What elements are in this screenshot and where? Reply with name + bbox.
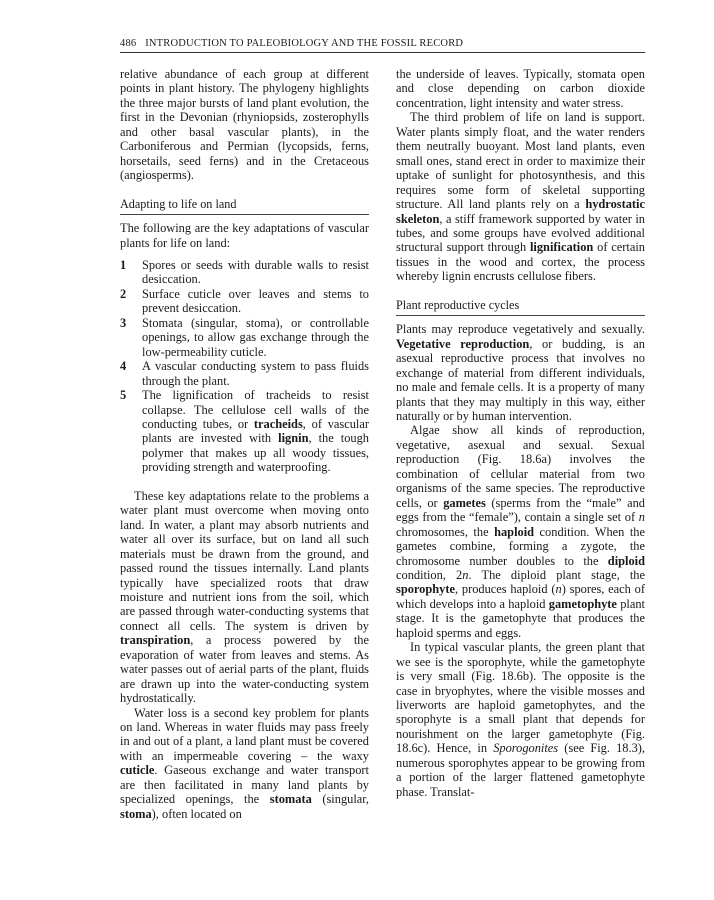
term-tracheids: tracheids xyxy=(253,416,303,431)
text-run: (sperms from the “male” and eggs from the “female”), contain a single set of xyxy=(396,495,645,525)
paragraph-vascular-plants xyxy=(396,640,645,799)
list-text: Stomata (singular, stoma), or controllable openings, to allow gas exchange through the low-permeability cuticle. xyxy=(142,315,369,359)
term-transpiration: transpiration xyxy=(120,633,191,648)
section-heading-adapting: Adapting to life on land xyxy=(120,197,369,215)
paragraph-water-loss xyxy=(120,706,369,822)
text-run: , or budding, is an asexual reproductive process that involves no exchange of material from different individuals, no male and female cells. It is a property of many plants that they may multiply in this way, either naturally or by human intervention. xyxy=(396,336,645,423)
text-run: ), often located on xyxy=(151,806,242,821)
paragraph-adaptations-intro: The following are the key adaptations of vascular plants for life on land: xyxy=(120,221,369,250)
text-run: (see Fig. 18.3), numerous sporophytes appear to be growing from a portion of the larger flattened gametophyte phase. Translat- xyxy=(396,741,646,799)
list-number: 2 xyxy=(120,286,127,301)
term-vegetative-reproduction: Vegetative reproduction xyxy=(396,336,530,351)
list-text: A vascular conducting system to pass fluids through the plant. xyxy=(142,359,369,388)
italic-n: n xyxy=(638,510,645,525)
term-stoma: stoma xyxy=(120,806,152,821)
text-run: The third problem of life on land is support. Water plants simply float, and the water renders them neutrally buoyant. Most land plants, even small ones, stand erect in order to maximize their uptake of sunlight for photosynthesis, and this requires some form of skeletal supporting structure. All land plants rely on a xyxy=(396,110,645,212)
term-lignification: lignification xyxy=(529,240,594,255)
text-run: , a process powered by the evaporation of water from leaves and stems. As water passes out of aerial parts of the plant, fluids are drawn up into the water-conducting system hydrostatically. xyxy=(120,633,369,706)
list-item xyxy=(120,359,369,388)
list-number: 1 xyxy=(120,257,127,272)
term-gametophyte: gametophyte xyxy=(548,596,617,611)
text-run: plant stage. It is the gametophyte that produces the haploid sperms and eggs. xyxy=(396,596,645,640)
paragraph-support xyxy=(396,110,645,283)
text-run: The lignification of tracheids to resist collapse. The cellulose cell walls of the conducting tubes, or xyxy=(142,388,369,431)
text-run: (singular, xyxy=(311,792,369,807)
term-lignin: lignin xyxy=(278,431,309,446)
adaptations-list xyxy=(120,258,369,475)
term-sporophyte: sporophyte xyxy=(396,582,455,597)
term-haploid: haploid xyxy=(494,524,535,539)
italic-n: n xyxy=(462,567,469,582)
paragraph-algae xyxy=(396,423,645,640)
term-gametes: gametes xyxy=(443,495,486,510)
text-run: Water loss is a second key problem for plants on land. Whereas in water fluids may pass freely in and out of a plant, a land plant must be covered with an impermeable covering – the waxy xyxy=(120,705,369,763)
list-item xyxy=(120,258,369,287)
text-run: Algae show all kinds of reproduction, vegetative, asexual and sexual. Sexual reproduction (Fig. 18.6a) involves the combination of cellular material from two organisms of the same species. The reproductive cells, or xyxy=(396,423,645,510)
list-item xyxy=(120,388,369,475)
text-run: , the tough polymer that makes up all woody tissues, providing strength and waterproofing. xyxy=(142,431,370,475)
list-number: 5 xyxy=(120,388,127,403)
list-text xyxy=(142,388,369,474)
section-heading-reproductive: Plant reproductive cycles xyxy=(396,298,645,316)
text-run: condition, 2 xyxy=(396,567,463,582)
text-run: chromosomes, the xyxy=(396,524,495,539)
text-run: condition. When the gametes combine, forming a zygote, the chromosome number doubles to the xyxy=(396,524,645,568)
italic-n: n xyxy=(555,582,562,597)
list-number: 4 xyxy=(120,359,127,374)
paragraph-vegetative xyxy=(396,322,645,423)
list-number: 3 xyxy=(120,315,127,330)
paragraph-continued: relative abundance of each group at different points in plant history. The phylogeny highlights the three major bursts of land plant evolution, the first in the Devonian (rhyniopsids, zosterophylls and other basal vascular plants), in the Carboniferous and Permian (lycopsids, ferns, horsetails, seed ferns) and in the Cretaceous (angiosperms). xyxy=(120,67,369,183)
paragraph-key-adaptations xyxy=(120,489,369,706)
left-column xyxy=(120,67,369,821)
text-run: , produces haploid ( xyxy=(454,582,556,597)
list-item xyxy=(120,316,369,359)
text-run: Plants may reproduce vegetatively and sexually. xyxy=(396,322,645,337)
paragraph-continued-stomata: the underside of leaves. Typically, stomata open and close depending on carbon dioxide concentration, light intensity and water stress. xyxy=(396,67,645,110)
text-run: ) spores, each of which develops into a haploid xyxy=(396,582,645,611)
text-run: of certain tissues in the wood and cortex, the process whereby lignin encrusts cellulose fibers. xyxy=(396,240,645,284)
running-header xyxy=(120,38,645,53)
text-run: . Gaseous exchange and water transport are then facilitated in many land plants by specialized openings, the xyxy=(120,763,369,807)
list-text: Surface cuticle over leaves and stems to prevent desiccation. xyxy=(142,286,369,316)
text-run: In typical vascular plants, the green plant that we see is the sporophyte, while the gametophyte is very small (Fig. 18.6b). The opposite is the case in bryophytes, where the visible mosses and liverworts are haploid gametophytes, and the sporophyte is a small plant that depends for nourishment on the larger gametophyte (Fig. 18.6c). Hence, in xyxy=(396,640,645,756)
taxon-sporogonites: Sporogonites xyxy=(493,741,559,756)
right-column xyxy=(396,67,645,799)
term-stomata: stomata xyxy=(269,792,312,807)
text-run: , a stiff framework supported by water in tubes, and some groups have evolved additional structural support through xyxy=(396,211,645,255)
text-run: . The diploid plant stage, the xyxy=(468,567,645,582)
list-item xyxy=(120,287,369,316)
text-run: These key adaptations relate to the problems a water plant must overcome when moving onto land. In water, a plant may absorb nutrients and water all over its surface, but on land all such materials must be drawn from the ground, and passed round the tissues internally. Land plants typically have specialized roots that draw moisture and nutrient ions from the soil, which are passed through water-conducting systems that connect all cells. The system is driven by xyxy=(120,488,369,633)
running-title: INTRODUCTION TO PALEOBIOLOGY AND THE FOSSIL RECORD xyxy=(145,38,464,49)
term-cuticle: cuticle xyxy=(120,763,155,778)
term-diploid: diploid xyxy=(607,553,645,568)
list-text: Spores or seeds with durable walls to resist desiccation. xyxy=(142,257,369,287)
page-number: 486 xyxy=(120,38,137,49)
term-hydrostatic-skeleton: hydrostatic skeleton xyxy=(396,197,645,226)
text-run: , of vascular plants are invested with xyxy=(142,416,369,446)
